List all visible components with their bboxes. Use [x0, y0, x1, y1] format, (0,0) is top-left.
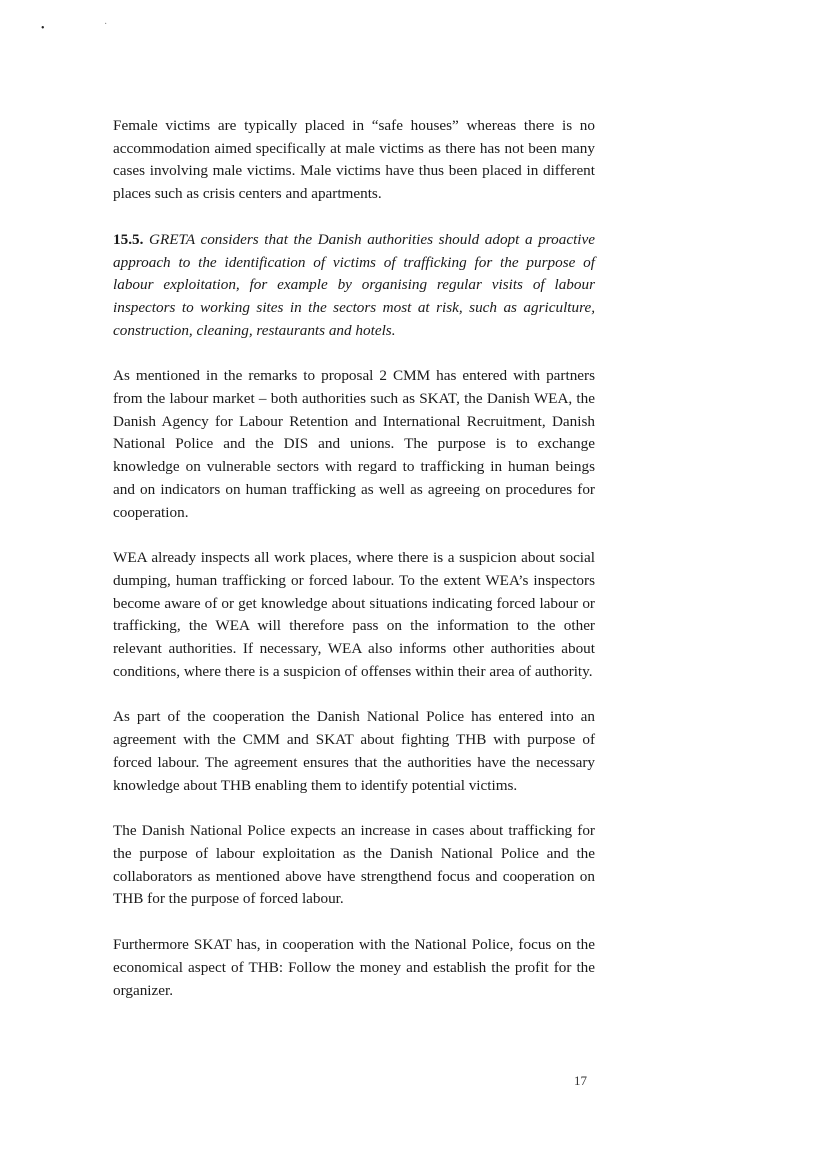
paragraph: As part of the cooperation the Danish National Police has entered into an agreement with the CMM and SKAT about fighting THB with purpose of forced labour. The agreement ensures that the authorities have the necessary knowledge about THB enabling them to identify potential victims. — [113, 708, 595, 794]
paragraph: As mentioned in the remarks to proposal 2 CMM has entered with partners from the labour market – both authorities such as SKAT, the Danish WEA, the Danish Agency for Labour Retention and International Recruitment, Danish National Police and the DIS and unions. The purpose is to exchange knowledge on vulnerable sectors with regard to trafficking in human beings and on indicators on human trafficking as well as agreeing on procedures for cooperation. — [113, 367, 595, 521]
paragraph: Furthermore SKAT has, in cooperation with the National Police, focus on the economical aspect of THB: Follow the money and establish the profit for the organizer. — [113, 936, 595, 999]
body-text — [113, 115, 595, 1025]
paragraph: The Danish National Police expects an increase in cases about trafficking for the purpose of labour exploitation as the Danish National Police and the collaborators as mentioned above have strengthend focus and cooperation on THB for the purpose of forced labour. — [113, 822, 595, 908]
paragraph: WEA already inspects all work places, where there is a suspicion about social dumping, human trafficking or forced labour. To the extent WEA’s inspectors become aware of or get knowledge about situations indicating forced labour or trafficking, the WEA will therefore pass on the information to the other relevant authorities. If necessary, WEA also informs other authorities about conditions, where there is a suspicion of offenses within their area of authority. — [113, 549, 595, 680]
page-number: 17 — [574, 1073, 587, 1088]
paragraph: Female victims are typically placed in “safe houses” whereas there is no accommodation aimed specifically at male victims as there has not been many cases involving male victims. Male victims have thus been placed in different places such as crisis centers and apartments. — [113, 117, 595, 203]
recommendation-paragraph — [113, 229, 595, 343]
recommendation-number: 15.5. — [113, 230, 144, 248]
scan-mark: · — [104, 19, 108, 30]
scan-mark: • — [41, 23, 45, 34]
recommendation-text: GRETA considers that the Danish authorities should adopt a proactive approach to the identification of victims of trafficking for the purpose of labour exploitation, for example by organising regular visits of labour inspectors to working sites in the sectors most at risk, such as agriculture, construction, cleaning, restaurants and hotels. — [113, 230, 595, 339]
